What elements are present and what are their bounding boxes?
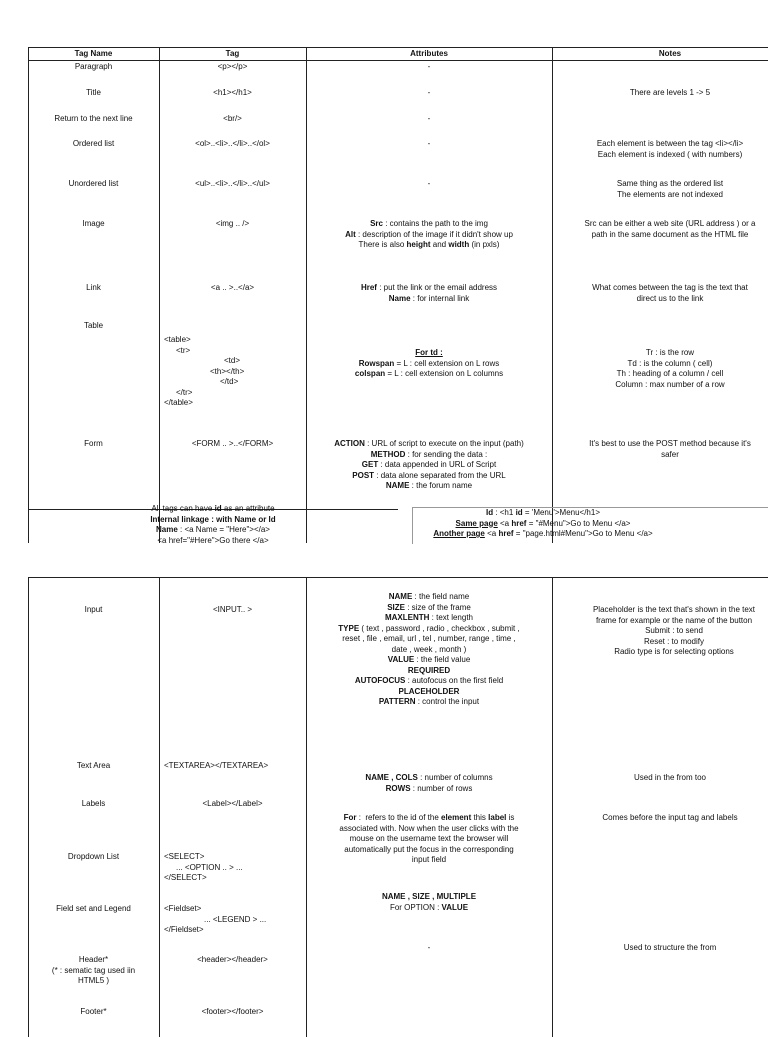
row-tag: <p></p> <box>217 62 248 71</box>
image-attributes: Src : contains the path to the img Alt : description of the image if it didn't show up There is also height and width (in pxls) <box>345 219 513 249</box>
input-attributes: NAME : the field name SIZE : size of the frame MAXLENTH : text length TYPE ( text , password , radio , checkbox , submit , reset , file , email, url , tel , number, range , time , date , week , month ) VALUE : the field value REQUIRED AUTOFOCUS : autofocus on the first field PLACEHOLDER PATTERN : control the input <box>338 592 520 706</box>
row-tag: <footer></footer> <box>201 1007 264 1016</box>
fieldset-tag-code: <Fieldset> ... <LEGEND > ... </Fieldset> <box>164 904 267 934</box>
form-tags-table <box>28 577 768 1037</box>
row-notes: Each element is indexed ( with numbers) <box>597 150 743 159</box>
header-notes: Notes <box>658 49 682 58</box>
table-notes: Tr : is the row Td : is the column ( cell) Th : heading of a column / cell Column : max number of a row <box>615 348 725 389</box>
textarea-attributes: NAME , COLS : number of columns ROWS : number of rows <box>365 773 493 793</box>
header-divider <box>28 60 768 61</box>
row-name: Paragraph <box>74 62 113 71</box>
row-notes: It's best to use the POST method because it's <box>589 439 751 448</box>
row-notes: Same thing as the ordered list <box>616 179 724 188</box>
row-name: Title <box>86 88 101 97</box>
row-notes: Each element is between the tag <li></li> <box>596 139 744 148</box>
internal-linkage-note: All tags can have id as an attribute Internal linkage : with Name or Id Name : <a Name = "Here"></a> <a href="#Here">Go there </a> <box>28 505 398 543</box>
id-example-note: Id : <h1 id = 'Menu'>Menu</h1> Same page <a href = "#Menu">Go to Menu </a> Another page <a href = "page.html#Menu">Go to Menu </a> <box>412 507 768 544</box>
header-attributes: Attributes <box>410 49 448 58</box>
row-name: Input <box>84 605 103 614</box>
row-attributes: - <box>427 943 431 952</box>
row-name: Form <box>84 439 103 448</box>
form-attributes: ACTION : URL of script to execute on the input (path) METHOD : for sending the data : GET : data appended in URL of Script POST : data alone separated from the URL NAME : the forum name <box>334 439 524 490</box>
row-tag: <ol>..<li>..</li>..</ol> <box>195 139 270 148</box>
row-tag: <a .. >..</a> <box>210 283 255 292</box>
row-tag: <h1></h1> <box>213 88 252 97</box>
header-tag: Tag <box>225 49 240 58</box>
row-tag: <Label></Label> <box>202 799 263 808</box>
row-tag: <br/> <box>223 114 242 123</box>
row-name: Field set and Legend <box>56 904 131 913</box>
row-tag: <ul>..<li>..</li>..</ul> <box>195 179 270 188</box>
row-attributes: - <box>427 139 431 148</box>
row-name: Table <box>83 321 104 330</box>
row-name: Image <box>82 219 105 228</box>
row-attributes: - <box>427 179 431 188</box>
row-notes: Used to structure the from <box>623 943 717 952</box>
table-attributes: For td : Rowspan = L : cell extension on L rows colspan = L : cell extension on L columns <box>354 348 504 378</box>
row-name: Unordered list <box>68 179 119 188</box>
row-attributes: - <box>427 88 431 97</box>
input-notes: Placeholder is the text that's shown in the text frame for example or the name of the button Submit : to send Reset : to modify Radio type is for selecting options <box>592 605 756 656</box>
dropdown-attributes: NAME , SIZE , MULTIPLE For OPTION : VALUE <box>381 892 477 912</box>
row-tag: <FORM .. >..</FORM> <box>191 439 274 448</box>
table-border <box>28 577 768 578</box>
row-name: Footer* <box>80 1007 107 1016</box>
header-tag-name: Tag Name <box>74 49 113 58</box>
row-tag: <header></header> <box>197 955 268 964</box>
table-tag-code: <table> <tr> <td> <th></th> </td> </tr> </table> <box>164 335 245 407</box>
labels-attributes: For : refers to the id of the element this label is associated with. Now when the user clicks with the mouse on the username text the browser will automatically put the focus in the corresponding input field <box>339 813 519 864</box>
row-tag: <INPUT.. > <box>212 605 253 614</box>
row-notes: Comes before the input tag and labels <box>602 813 738 822</box>
row-name: Text Area <box>76 761 111 770</box>
header-row-name: Header* (* : sematic tag used iin HTML5 ) <box>51 955 136 985</box>
row-name: Link <box>86 283 101 292</box>
link-attributes: Href : put the link or the email address Name : for internal link <box>360 283 498 303</box>
row-name: Return to the next line <box>54 114 133 123</box>
row-tag: <TEXTAREA></TEXTAREA> <box>164 761 269 770</box>
row-attributes: - <box>427 62 431 71</box>
row-notes: direct us to the link <box>636 294 704 303</box>
row-notes: Used in the from too <box>633 773 707 782</box>
dropdown-tag-code: <SELECT> ... <OPTION .. > ... </SELECT> <box>164 852 243 882</box>
row-notes: The elements are not indexed <box>617 190 723 199</box>
row-notes: Src can be either a web site (URL address ) or a <box>584 219 756 228</box>
row-notes: path in the same document as the HTML file <box>591 230 749 239</box>
row-tag: <img .. /> <box>215 219 250 228</box>
row-notes: What comes between the tag is the text that <box>592 283 748 292</box>
row-notes: There are levels 1 -> 5 <box>629 88 711 97</box>
row-name: Ordered list <box>72 139 115 148</box>
row-name: Dropdown List <box>67 852 120 861</box>
row-notes: safer <box>661 450 679 459</box>
row-attributes: - <box>427 114 431 123</box>
table-border <box>28 47 768 48</box>
html-tags-table <box>28 47 768 543</box>
row-name: Labels <box>81 799 106 808</box>
